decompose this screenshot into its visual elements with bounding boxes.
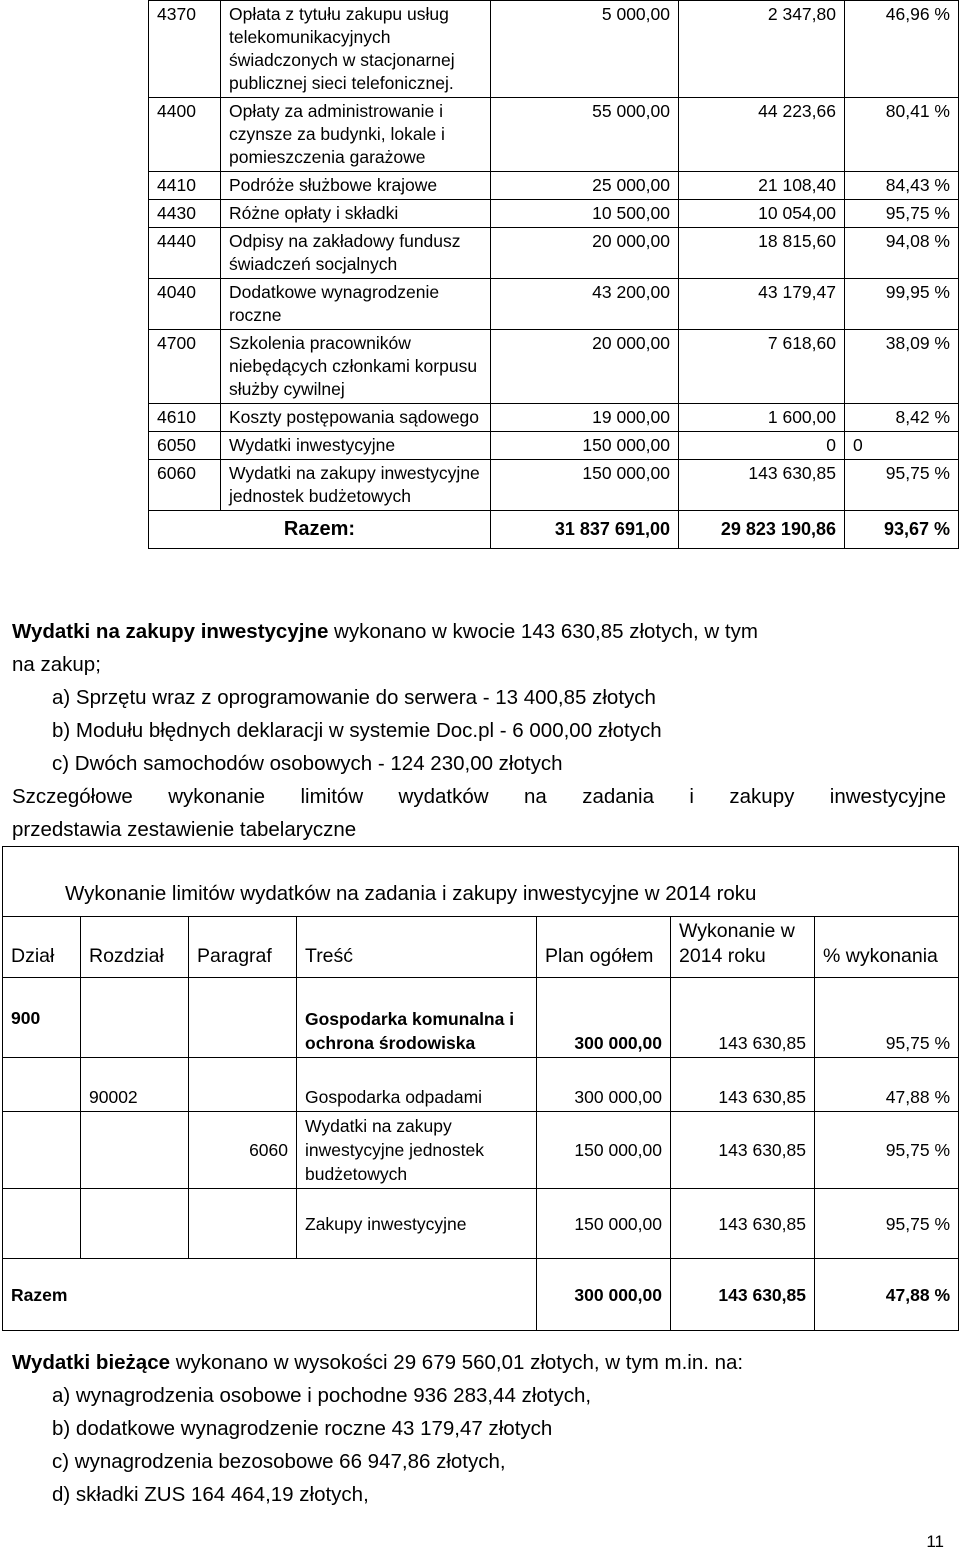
empty-cell: [81, 1112, 189, 1189]
current-lead: Wydatki bieżące: [12, 1351, 170, 1374]
table-row: [149, 460, 959, 511]
dzial-title: Gospodarka komunalna i ochrona środowiska: [297, 978, 537, 1058]
row-description: Szkolenia pracowników niebędących członkami korpusu służby cywilnej: [221, 330, 491, 404]
row-description: Wydatki na zakupy inwestycyjne jednostek budżetowych: [221, 460, 491, 511]
row-code: 4430: [149, 200, 221, 228]
empty-cell: [3, 1058, 81, 1112]
rozdzial-code: 90002: [81, 1058, 189, 1112]
header-rozdzial: Rozdział: [81, 917, 189, 978]
rozdzial-title: Gospodarka odpadami: [297, 1058, 537, 1112]
row-code: 4610: [149, 404, 221, 432]
paragraf-procent: 95,75 %: [815, 1112, 959, 1189]
list-item: b) Modułu błędnych deklaracji w systemie Doc.pl - 6 000,00 złotych: [52, 719, 662, 742]
paragraf-plan: 150 000,00: [537, 1112, 671, 1189]
row-percent: 95,75 %: [845, 460, 959, 511]
total-exec: 29 823 190,86: [679, 511, 845, 549]
row-plan: 20 000,00: [491, 228, 679, 279]
row-executed: 18 815,60: [679, 228, 845, 279]
dzial-wykonanie: 143 630,85: [671, 978, 815, 1058]
table-row-razem: [3, 1259, 959, 1331]
row-executed: 1 600,00: [679, 404, 845, 432]
paragraf-code: 6060: [189, 1112, 297, 1189]
row-executed: 44 223,66: [679, 98, 845, 172]
table-row: [149, 279, 959, 330]
header-tresc: Treść: [297, 917, 537, 978]
row-code: 4040: [149, 279, 221, 330]
row-executed: 143 630,85: [679, 460, 845, 511]
row-executed: 0: [679, 432, 845, 460]
row-description: Odpisy na zakładowy fundusz świadczeń socjalnych: [221, 228, 491, 279]
limits-table: [2, 846, 959, 1331]
list-item: b) dodatkowe wynagrodzenie roczne 43 179,47 złotych: [52, 1417, 553, 1440]
limits-caption: Wykonanie limitów wydatków na zadania i zakupy inwestycyjne w 2014 roku: [3, 847, 959, 917]
paragraf-title: Wydatki na zakupy inwestycyjne jednostek budżetowych: [297, 1112, 537, 1189]
zakupy-plan: 150 000,00: [537, 1189, 671, 1259]
row-executed: 10 054,00: [679, 200, 845, 228]
investment-lead: Wydatki na zakupy inwestycyjne: [12, 620, 329, 643]
row-description: Opłaty za administrowanie i czynsze za budynki, lokale i pomieszczenia garażowe: [221, 98, 491, 172]
header-procent: % wykonania: [815, 917, 959, 978]
dzial-plan: 300 000,00: [537, 978, 671, 1058]
row-percent: 95,75 %: [845, 200, 959, 228]
limits-caption-row: [3, 847, 959, 917]
page-number: 11: [926, 1532, 944, 1551]
limits-header-row: [3, 917, 959, 978]
rozdzial-wykonanie: 143 630,85: [671, 1058, 815, 1112]
expenditure-total-row: [149, 511, 959, 549]
table-row: [149, 432, 959, 460]
row-code: 6060: [149, 460, 221, 511]
row-executed: 2 347,80: [679, 1, 845, 98]
total-plan: 31 837 691,00: [491, 511, 679, 549]
zakupy-title: Zakupy inwestycyjne: [297, 1189, 537, 1259]
row-plan: 150 000,00: [491, 432, 679, 460]
zakupy-wykonanie: 143 630,85: [671, 1189, 815, 1259]
empty-cell: [81, 1189, 189, 1259]
razem-plan: 300 000,00: [537, 1259, 671, 1331]
empty-cell: [81, 978, 189, 1058]
paragraf-wykonanie: 143 630,85: [671, 1112, 815, 1189]
list-item: a) Sprzętu wraz z oprogramowanie do serwera - 13 400,85 złotych: [52, 686, 656, 709]
empty-cell: [3, 1112, 81, 1189]
empty-cell: [189, 978, 297, 1058]
header-dzial: Dział: [3, 917, 81, 978]
empty-cell: [189, 1058, 297, 1112]
row-code: 6050: [149, 432, 221, 460]
row-percent: 38,09 %: [845, 330, 959, 404]
total-pct: 93,67 %: [845, 511, 959, 549]
row-description: Dodatkowe wynagrodzenie roczne: [221, 279, 491, 330]
row-plan: 55 000,00: [491, 98, 679, 172]
closing-line: Szczegółowe wykonanie limitów wydatków na zadania i zakupy inwestycyjne: [12, 785, 946, 808]
header-wykonanie: Wykonanie w 2014 roku: [671, 917, 815, 978]
current-expenses-paragraph: [12, 1346, 946, 1511]
row-plan: 150 000,00: [491, 460, 679, 511]
zakupy-procent: 95,75 %: [815, 1189, 959, 1259]
row-description: Opłata z tytułu zakupu usług telekomunikacyjnych świadczonych w stacjonarnej publicznej sieci telefonicznej.: [221, 1, 491, 98]
row-plan: 5 000,00: [491, 1, 679, 98]
row-executed: 21 108,40: [679, 172, 845, 200]
row-percent: 94,08 %: [845, 228, 959, 279]
row-plan: 25 000,00: [491, 172, 679, 200]
list-item: c) wynagrodzenia bezosobowe 66 947,86 złotych,: [52, 1450, 506, 1473]
paragraph-line: [12, 1346, 946, 1379]
table-row: [149, 404, 959, 432]
list-item: c) Dwóch samochodów osobowych - 124 230,00 złotych: [52, 752, 563, 775]
razem-procent: 47,88 %: [815, 1259, 959, 1331]
row-description: Wydatki inwestycyjne: [221, 432, 491, 460]
row-plan: 10 500,00: [491, 200, 679, 228]
table-row-zakupy: [3, 1189, 959, 1259]
table-row: [149, 98, 959, 172]
investment-expenses-paragraph: [12, 615, 946, 846]
rozdzial-procent: 47,88 %: [815, 1058, 959, 1112]
row-code: 4370: [149, 1, 221, 98]
table-row: [149, 1, 959, 98]
paragraph-line: [12, 615, 946, 648]
table-row: [149, 200, 959, 228]
row-code: 4400: [149, 98, 221, 172]
current-rest: wykonano w wysokości 29 679 560,01 złotych, w tym m.in. na:: [170, 1351, 744, 1374]
row-description: Koszty postępowania sądowego: [221, 404, 491, 432]
expenditure-table-body: [149, 1, 959, 511]
table-row: [149, 228, 959, 279]
row-percent: 99,95 %: [845, 279, 959, 330]
razem-label: Razem: [3, 1259, 537, 1331]
row-description: Różne opłaty i składki: [221, 200, 491, 228]
razem-wykonanie: 143 630,85: [671, 1259, 815, 1331]
row-executed: 7 618,60: [679, 330, 845, 404]
table-row-90002: [3, 1058, 959, 1112]
list-item: a) wynagrodzenia osobowe i pochodne 936 283,44 złotych,: [52, 1384, 592, 1407]
dzial-procent: 95,75 %: [815, 978, 959, 1058]
row-percent: 80,41 %: [845, 98, 959, 172]
empty-cell: [3, 1189, 81, 1259]
table-row: [149, 330, 959, 404]
closing-line-2: przedstawia zestawienie tabelaryczne: [12, 818, 357, 841]
header-paragraf: Paragraf: [189, 917, 297, 978]
empty-cell: [189, 1189, 297, 1259]
expenditure-table: [148, 0, 959, 549]
row-percent: 0: [845, 432, 959, 460]
rozdzial-plan: 300 000,00: [537, 1058, 671, 1112]
dzial-code: 900: [3, 978, 81, 1058]
row-code: 4700: [149, 330, 221, 404]
total-label: Razem:: [149, 511, 491, 549]
row-code: 4410: [149, 172, 221, 200]
table-row-6060: [3, 1112, 959, 1189]
row-description: Podróże służbowe krajowe: [221, 172, 491, 200]
paragraph-line-2: na zakup;: [12, 653, 101, 676]
row-executed: 43 179,47: [679, 279, 845, 330]
table-row: [149, 172, 959, 200]
row-percent: 46,96 %: [845, 1, 959, 98]
row-percent: 84,43 %: [845, 172, 959, 200]
header-plan: Plan ogółem: [537, 917, 671, 978]
row-plan: 43 200,00: [491, 279, 679, 330]
row-code: 4440: [149, 228, 221, 279]
row-plan: 19 000,00: [491, 404, 679, 432]
investment-rest: wykonano w kwocie 143 630,85 złotych, w tym: [328, 620, 758, 643]
table-row-900: [3, 978, 959, 1058]
list-item: d) składki ZUS 164 464,19 złotych,: [52, 1483, 369, 1506]
row-percent: 8,42 %: [845, 404, 959, 432]
row-plan: 20 000,00: [491, 330, 679, 404]
